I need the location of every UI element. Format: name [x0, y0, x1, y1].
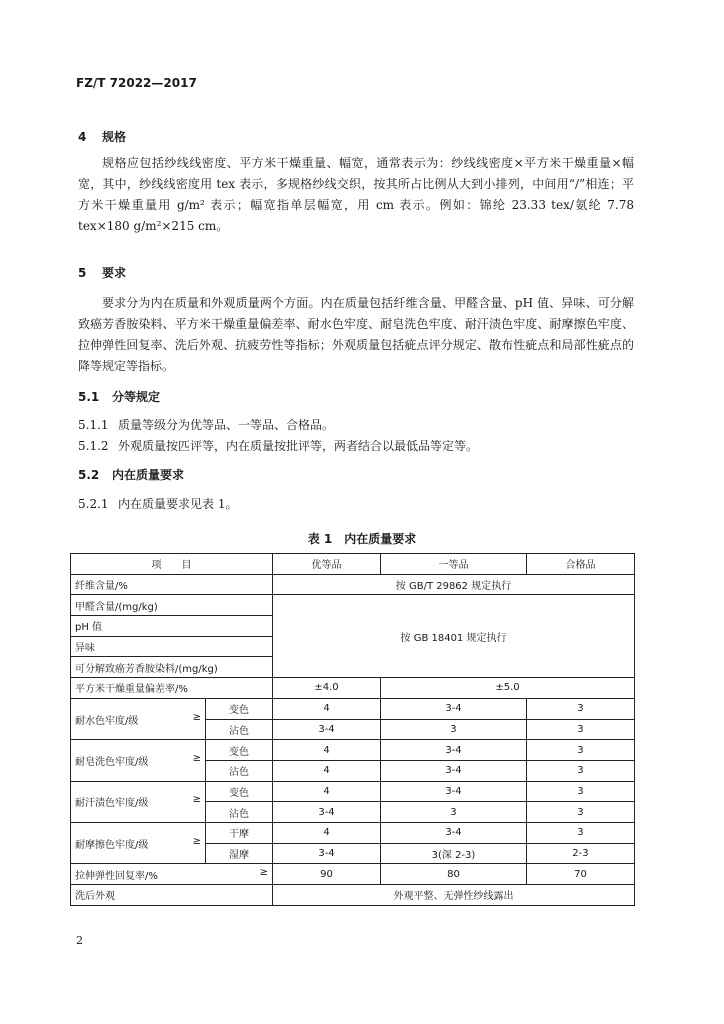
sub-label: 变色: [206, 740, 273, 761]
page-number: 2: [76, 934, 83, 947]
cell-grade-1: 4: [273, 760, 381, 781]
ge-symbol: ≥: [259, 866, 268, 878]
section-number: 5.2: [78, 468, 100, 482]
section-4-heading: [78, 128, 126, 145]
sub-label: 沾色: [206, 760, 273, 781]
header-item: 项 目: [71, 554, 273, 575]
quality-requirements-table: [70, 553, 635, 906]
table-header-row: [71, 554, 635, 575]
sub-label: 湿摩: [206, 843, 273, 864]
clause-text: 质量等级分为优等品、一等品、合格品。: [118, 418, 335, 432]
row-label: [71, 864, 273, 885]
cell-grade-3: 3: [526, 802, 634, 823]
group-text: 耐皂洗色牢度/级: [75, 756, 149, 768]
ge-symbol: ≥: [192, 711, 201, 723]
clause-text: 外观质量按匹评等，内在质量按批评等，两者结合以最低品等定等。: [118, 439, 479, 453]
header-grade-1: 优等品: [273, 554, 381, 575]
table-row: [71, 822, 635, 843]
group-text: 耐摩擦色牢度/级: [75, 839, 149, 851]
clause-number: 5.1.2: [78, 439, 109, 453]
table-row: [71, 740, 635, 761]
sub-label: 干摩: [206, 822, 273, 843]
clause-5-1-1: [78, 416, 334, 433]
cell-grade-1: 4: [273, 698, 381, 719]
row-label: pH 值: [71, 616, 273, 637]
ge-symbol: ≥: [192, 794, 201, 806]
row-label: 甲醛含量/(mg/kg): [71, 595, 273, 616]
table-row: [71, 885, 635, 906]
sub-label: 沾色: [206, 719, 273, 740]
clause-5-2-1: [78, 495, 237, 512]
section-5-2-heading: [78, 466, 184, 483]
table-row: [71, 595, 635, 616]
cell-grade-3: 3: [526, 698, 634, 719]
cell-grade-2: 3-4: [381, 781, 527, 802]
cell-grade-3: 70: [526, 864, 634, 885]
cell-grade-2: 3-4: [381, 740, 527, 761]
cell-grade-2: 80: [381, 864, 527, 885]
cell-grade-1: 4: [273, 822, 381, 843]
cell-grade-1: ±4.0: [273, 678, 381, 699]
cell-grade-2: 3-4: [381, 698, 527, 719]
cell-grade-3: 3: [526, 781, 634, 802]
section-4-paragraph: 规格应包括纱线线密度、平方米干燥重量、幅宽，通常表示为：纱线线密度×平方米干燥重量×幅宽，其中，纱线线密度用 tex 表示，多规格纱线交织，按其所占比例从大到小排列，中间用“/”相连；平方米干燥重量用 g/m² 表示；幅宽指单层幅宽，用 cm 表示。例如：锦纶 23.33 tex/氨纶 7.78 tex×180 g/m²×215 cm。: [78, 156, 634, 233]
row-value: 按 GB/T 29862 规定执行: [273, 574, 635, 595]
cell-grade-2: 3: [381, 802, 527, 823]
section-title: 分等规定: [112, 390, 161, 404]
cell-grade-2: 3(深 2-3): [381, 843, 527, 864]
standard-number: FZ/T 72022—2017: [76, 76, 197, 90]
group-label: [71, 740, 206, 781]
cell-grade-1: 4: [273, 740, 381, 761]
cell-grade-1: 4: [273, 781, 381, 802]
cell-grade-3: 3: [526, 760, 634, 781]
clause-number: 5.1.1: [78, 418, 109, 432]
cell-grade-1: 3-4: [273, 843, 381, 864]
row-label: 洗后外观: [71, 885, 273, 906]
clause-5-1-2: [78, 437, 478, 454]
cell-grade-3: 3: [526, 719, 634, 740]
ge-symbol: ≥: [192, 835, 201, 847]
cell-grade-3: 3: [526, 740, 634, 761]
cell-grade-2-3: ±5.0: [381, 678, 635, 699]
section-number: 4: [78, 130, 87, 144]
row-value: 外观平整、无弹性纱线露出: [273, 885, 635, 906]
table-row: [71, 781, 635, 802]
cell-grade-2: 3: [381, 719, 527, 740]
section-title: 规格: [102, 130, 127, 144]
table-row: [71, 678, 635, 699]
header-grade-2: 一等品: [381, 554, 527, 575]
table-caption: 表 1 内在质量要求: [307, 532, 417, 546]
ge-symbol: ≥: [192, 752, 201, 764]
section-5-heading: [78, 264, 126, 281]
section-5-1-heading: [78, 388, 160, 405]
section-number: 5: [78, 266, 87, 280]
section-number: 5.1: [78, 390, 100, 404]
row-text: 拉伸弹性回复率/%: [75, 870, 158, 882]
clause-text: 内在质量要求见表 1。: [118, 497, 238, 511]
cell-grade-1: 90: [273, 864, 381, 885]
section-title: 内在质量要求: [112, 468, 185, 482]
sub-label: 沾色: [206, 802, 273, 823]
row-label: 异味: [71, 636, 273, 657]
cell-grade-3: 3: [526, 822, 634, 843]
cell-grade-2: 3-4: [381, 760, 527, 781]
clause-number: 5.2.1: [78, 497, 109, 511]
table-row: [71, 698, 635, 719]
cell-grade-1: 3-4: [273, 719, 381, 740]
row-label: 平方米干燥重量偏差率/%: [71, 678, 273, 699]
group-text: 耐汗渍色牢度/级: [75, 798, 149, 810]
group-label: [71, 822, 206, 863]
cell-grade-2: 3-4: [381, 822, 527, 843]
group-label: [71, 698, 206, 739]
group-text: 耐水色牢度/级: [75, 715, 139, 727]
table-row: [71, 864, 635, 885]
cell-grade-3: 2-3: [526, 843, 634, 864]
section-title: 要求: [102, 266, 127, 280]
group-label: [71, 781, 206, 822]
sub-label: 变色: [206, 698, 273, 719]
table-row: [71, 574, 635, 595]
row-label: 纤维含量/%: [71, 574, 273, 595]
cell-grade-1: 3-4: [273, 802, 381, 823]
sub-label: 变色: [206, 781, 273, 802]
section-5-paragraph: 要求分为内在质量和外观质量两个方面。内在质量包括纤维含量、甲醛含量、pH 值、异味、可分解致癌芳香胺染料、平方米干燥重量偏差率、耐水色牢度、耐皂洗色牢度、耐汗渍色牢度、耐摩擦色牢度、拉伸弹性回复率、洗后外观、抗疲劳性等指标；外观质量包括疵点评分规定、散布性疵点和局部性疵点的降等规定等指标。: [78, 296, 634, 373]
row-label: 可分解致癌芳香胺染料/(mg/kg): [71, 657, 273, 678]
header-grade-3: 合格品: [526, 554, 634, 575]
row-value: 按 GB 18401 规定执行: [273, 595, 635, 678]
